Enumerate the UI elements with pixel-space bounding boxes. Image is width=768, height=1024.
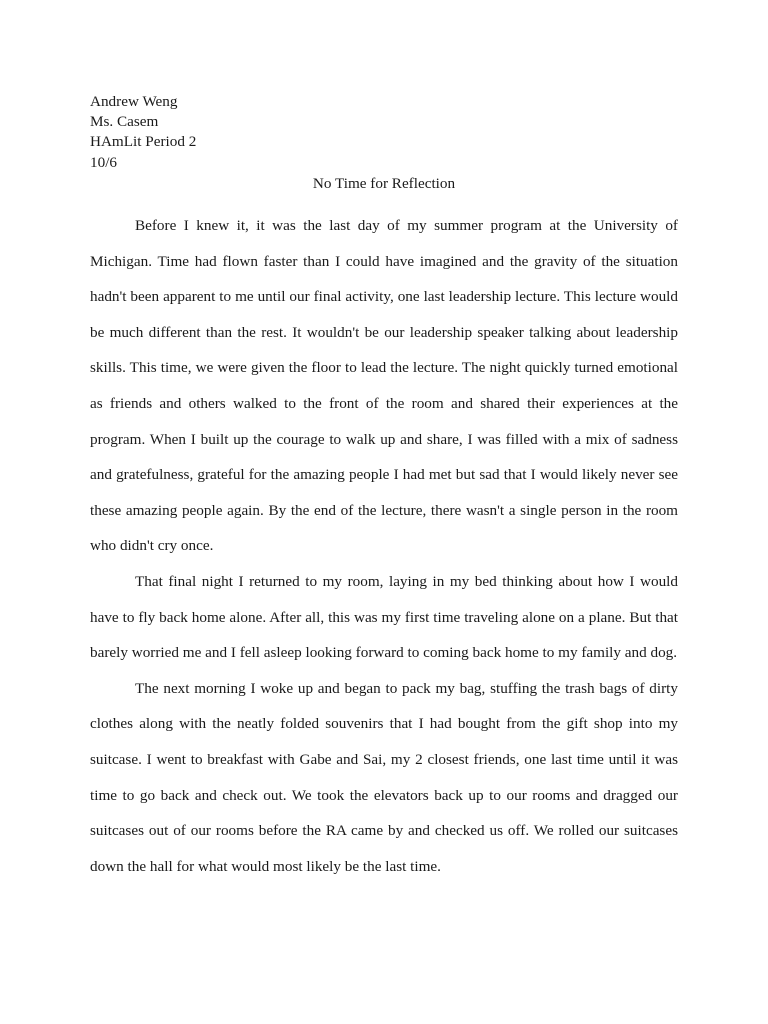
paragraph-3: The next morning I woke up and began to pack my bag, stuffing the trash bags of dirty clothes along with the neatly folded souvenirs that I had bought from the gift shop into my suitcase. I went to breakfast with Gabe and Sai, my 2 closest friends, one last time until it was time to go back and check out. We took the elevators back up to our rooms and dragged our suitcases out of our rooms before the RA came by and checked us off. We rolled our suitcases down the hall for what would most likely be the last time. — [90, 679, 678, 875]
date: 10/6 — [90, 154, 118, 171]
class-period: HAmLit Period 2 — [90, 133, 197, 150]
author-name: Andrew Weng — [90, 93, 178, 110]
teacher-name: Ms. Casem — [90, 113, 159, 130]
paragraph-1: Before I knew it, it was the last day of my summer program at the University of Michigan. Time had flown faster than I could have imagined and the gravity of the situation hadn't been apparent to me until our final activity, one last leadership lecture. This lecture would be much different than the rest. It wouldn't be our leadership speaker talking about leadership skills. This time, we were given the floor to lead the lecture. The night quickly turned emotional as friends and others walked to the front of the room and shared their experiences at the program. When I built up the courage to walk up and share, I was filled with a mix of sadness and gratefulness, grateful for the amazing people I had met but sad that I would likely never see these amazing people again. By the end of the lecture, there wasn't a single person in the room who didn't cry once. — [90, 217, 678, 555]
essay-body — [90, 208, 678, 884]
essay-title: No Time for Reflection — [312, 175, 456, 192]
paragraph-2: That final night I returned to my room, laying in my bed thinking about how I would have to fly back home alone. After all, this was my first time traveling alone on a plane. But that barely worried me and I fell asleep looking forward to coming back home to my family and dog. — [90, 572, 678, 662]
